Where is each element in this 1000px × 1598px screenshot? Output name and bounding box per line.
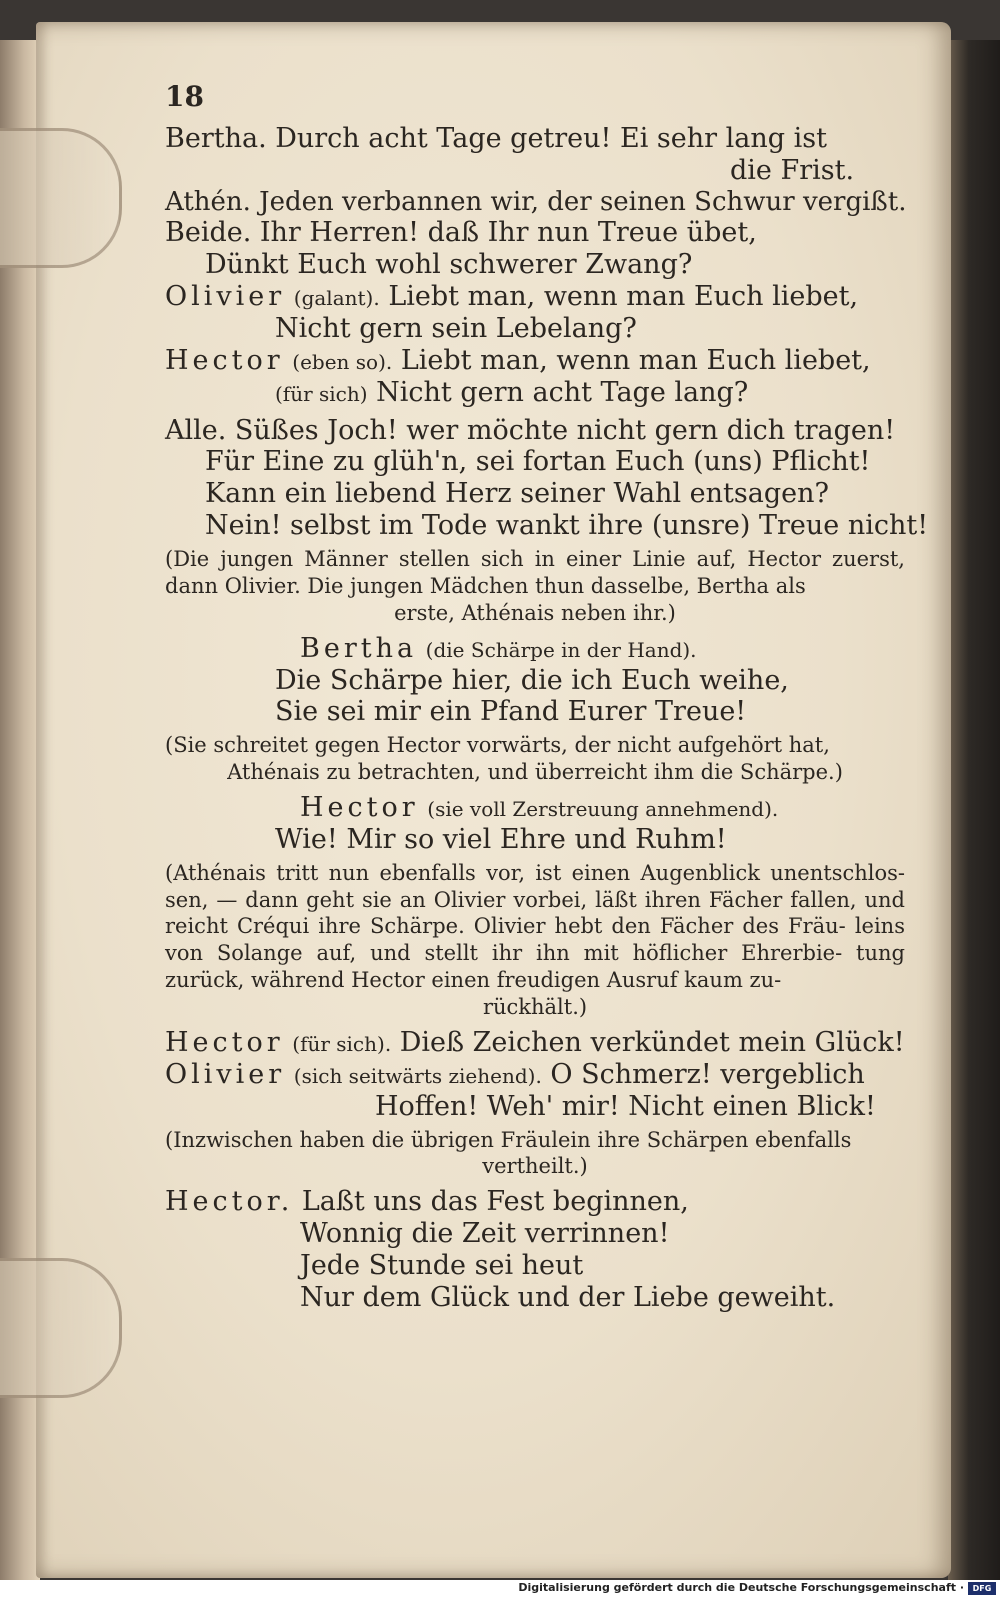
line-wonnig: Wonnig die Zeit verrinnen! [300,1218,670,1250]
speaker-hector-2: Hector [300,791,419,823]
speaker-bertha: Bertha [300,632,418,664]
direction-seitwaerts: (sich seitwärts ziehend). [293,1063,542,1088]
direction-zerstreuung: (sie voll Zerstreuung annehmend). [427,796,779,821]
line-bertha-schaerpe [165,633,925,665]
stage-direction-4-last: vertheilt.) [482,1154,588,1179]
stage-direction-1-last: erste, Athénais neben ihr.) [394,600,676,625]
line-schaerpe-hier: Die Schärpe hier, die ich Euch weihe, [275,664,789,696]
page-text [165,80,929,1314]
line-lebelang: Nicht gern sein Lebelang? [275,313,637,344]
line-hoffen: Hoffen! Weh' mir! Nicht einen Blick! [375,1090,876,1122]
stage-direction-4-text: (Inzwischen haben die übrigen Fräulein ihre Schärpen ebenfalls [165,1127,852,1152]
line-alle: Alle. Süßes Joch! wer möchte nicht gern dich tragen! [165,414,896,446]
stage-direction-3-last: rückhält.) [482,995,588,1020]
direction-galant: (galant). [293,286,380,311]
speaker-olivier: Olivier [165,281,286,313]
line-olivier-galant [165,281,925,313]
line-ehre-ruhm: Wie! Mir so viel Ehre und Ruhm! [275,823,727,855]
line-olivier-schmerz [165,1059,925,1091]
stage-direction-1 [165,546,905,627]
direction-fuer-sich: (für sich) [275,381,368,406]
page-holder-clip-bottom [0,1258,122,1398]
stage-direction-1-text: (Die jungen Männer stellen sich in einer Linie auf, Hector zuerst, dann Olivier. Die jungen Mädchen thun dasselbe, Bertha als [165,547,905,598]
line-acht-tage-text: Nicht gern acht Tage lang? [376,376,749,408]
line-hector-fest [165,1186,925,1218]
line-pfand: Sie sei mir ein Pfand Eurer Treue! [275,696,747,728]
line-bertha-1: Bertha. Durch acht Tage getreu! Ei sehr lang ist [165,123,827,155]
speaker-hector-4: Hector. [165,1186,294,1218]
line-acht-tage [165,377,925,409]
line-beide: Beide. Ihr Herren! daß Ihr nun Treue übet, [165,217,757,249]
digitization-footer [0,1580,1000,1598]
line-hector-zerstreuung [165,792,925,824]
stage-direction-3 [165,860,905,1021]
line-nur-dem-glueck: Nur dem Glück und der Liebe geweiht. [300,1281,836,1313]
direction-eben-so: (eben so). [292,349,393,374]
line-nein: Nein! selbst im Tode wankt ihre (unsre) Treue nicht! [205,510,929,542]
stage-direction-4 [165,1127,905,1181]
page-holder-clip-top [0,128,122,268]
line-fuer-eine: Für Eine zu glüh'n, sei fortan Euch (uns) Pflicht! [205,446,871,478]
speaker-olivier-2: Olivier [165,1058,286,1090]
page-number: 18 [165,80,204,113]
speaker-hector: Hector [165,344,284,376]
line-hector-ebenso [165,345,925,377]
speaker-hector-3: Hector [165,1026,284,1058]
line-athen: Athén. Jeden verbannen wir, der seinen Schwur vergißt. [165,186,907,217]
line-frist: die Frist. [730,154,855,186]
book-right-edge [948,40,1000,1580]
line-kann-ein: Kann ein liebend Herz seiner Wahl entsagen? [205,478,829,510]
stage-direction-3-text: (Athénais tritt nun ebenfalls vor, ist einen Augenblick unentschlos- sen, — dann geht sie an Olivier vorbei, läßt ihren Fächer fallen, und reicht Créqui ihre Schärpe. Olivier hebt den Fächer des Fräu- leins von Solange auf, und stellt ihr ihn mit höflicher Ehrerbie- tung zurück, während Hector einen freudigen Ausruf kaum zu- [165,860,905,993]
line-duenkt: Dünkt Euch wohl schwerer Zwang? [205,249,693,281]
direction-fuer-sich-2: (für sich). [292,1031,392,1056]
line-hector-zeichen [165,1027,925,1059]
line-schmerz-text: O Schmerz! vergeblich [550,1058,865,1090]
line-olivier-text: Liebt man, wenn man Euch liebet, [388,281,859,313]
stage-direction-2-last: Athénais zu betrachten, und überreicht ihm die Schärpe.) [227,760,843,785]
line-zeichen-text: Dieß Zeichen verkündet mein Glück! [399,1026,905,1058]
footer-credit: Digitalisierung gefördert durch die Deutsche Forschungsgemeinschaft · [518,1581,964,1594]
direction-schaerpe: (die Schärpe in der Hand). [425,637,697,662]
stage-direction-2-text: (Sie schreitet gegen Hector vorwärts, der nicht aufgehört hat, [165,733,830,758]
line-jede-stunde: Jede Stunde sei heut [300,1249,584,1281]
line-fest-text: Laßt uns das Fest beginnen, [301,1186,689,1218]
line-hector-text: Liebt man, wenn man Euch liebet, [400,344,871,376]
dfg-logo: DFG [968,1582,996,1595]
stage-direction-2 [165,732,905,786]
